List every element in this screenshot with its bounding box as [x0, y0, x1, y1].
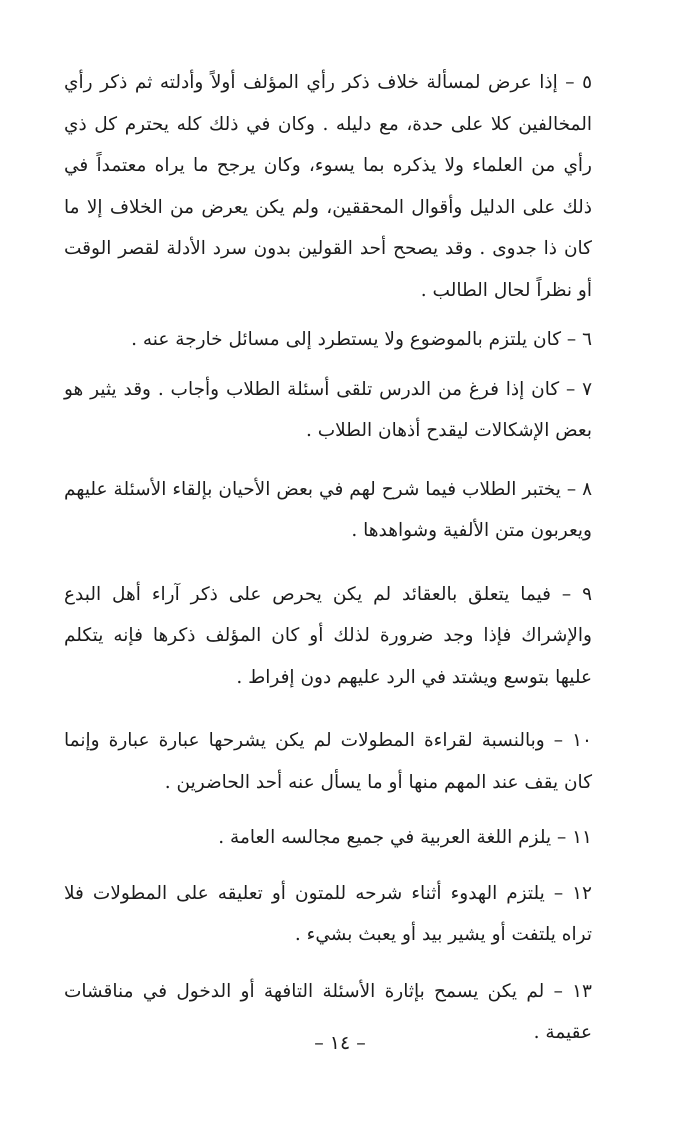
paragraph-7: ٧ – كان إذا فرغ من الدرس تلقى أسئلة الطلاب وأجاب . وقد يثير هو بعض الإشكالات ليقدح أذهان الطلاب . [64, 378, 592, 441]
paragraph-11: ١١ – يلزم اللغة العربية في جميع مجالسه العامة . [218, 827, 592, 848]
page-body [64, 62, 592, 1054]
paragraph-13: ١٣ – لم يكن يسمح بإثارة الأسئلة التافهة أو الدخول في مناقشات عقيمة . [64, 980, 592, 1043]
paragraph-12: ١٢ – يلتزم الهدوء أثناء شرحه للمتون أو تعليقه على المطولات فلا تراه يلتفت أو يشير بيد أو يعبث بشيء . [64, 882, 592, 945]
page-number: – ١٤ – [314, 1032, 366, 1054]
paragraph-5: ٥ – إذا عرض لمسألة خلاف ذكر رأي المؤلف أولاً وأدلته ثم ذكر رأي المخالفين كلا على حدة، مع دليله . وكان في ذلك كله يحترم كل ذي رأي من العلماء ولا يذكره بما يسوء، وكان يرجح ما يراه معتمداً في ذلك على الدليل وأقوال المحققين، ولم يكن يعرض من الخلاف إلا ما كان ذا جدوى . وقد يصحح أحد القولين بدون سرد الأدلة لقصر الوقت أو نظراً لحال الطالب . [64, 72, 592, 301]
paragraph-8: ٨ – يختبر الطلاب فيما شرح لهم في بعض الأحيان بإلقاء الأسئلة عليهم ويعربون متن الألفية وشواهدها . [64, 478, 592, 541]
paragraph-10: ١٠ – وبالنسبة لقراءة المطولات لم يكن يشرحها عبارة عبارة وإنما كان يقف عند المهم منها أو ما يسأل عنه أحد الحاضرين . [64, 730, 592, 793]
paragraph-9: ٩ – فيما يتعلق بالعقائد لم يكن يحرص على ذكر آراء أهل البدع والإشراك فإذا وجد ضرورة لذلك أو كان المؤلف ذكرها فإنه يتكلم عليها بتوسع ويشتد في الرد عليهم دون إفراط . [64, 583, 592, 688]
paragraph-6: ٦ – كان يلتزم بالموضوع ولا يستطرد إلى مسائل خارجة عنه . [131, 329, 592, 350]
